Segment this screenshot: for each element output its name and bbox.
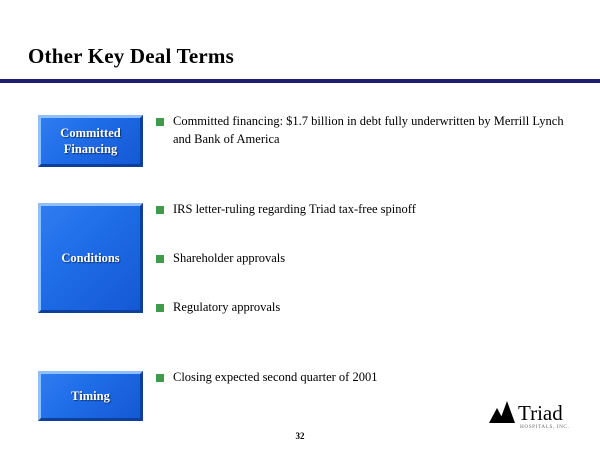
bullet-item <box>156 299 568 317</box>
square-bullet-icon <box>156 255 164 263</box>
label-box-conditions <box>38 203 143 313</box>
bullet-item <box>156 369 568 387</box>
bullet-text: Closing expected second quarter of 2001 <box>173 370 378 384</box>
square-bullet-icon <box>156 304 164 312</box>
bullet-text: Committed financing: $1.7 billion in debt fully underwritten by Merrill Lynch and Bank of America <box>173 114 564 146</box>
bullet-item <box>156 250 568 268</box>
label-box-timing-text: Timing <box>71 388 110 403</box>
square-bullet-icon <box>156 374 164 382</box>
bullet-text: Shareholder approvals <box>173 251 286 265</box>
label-box-committed-financing <box>38 115 143 167</box>
logo-tagline: HOSPITALS, INC. <box>520 424 570 430</box>
label-box-timing <box>38 371 143 421</box>
triangle-logo-icon <box>489 400 515 424</box>
page-title: Other Key Deal Terms <box>28 44 235 68</box>
bullet-text: Regulatory approvals <box>173 300 281 314</box>
page-number: 32 <box>295 431 305 441</box>
logo-wordmark: Triad <box>518 401 563 426</box>
company-logo <box>489 400 563 424</box>
square-bullet-icon <box>156 118 164 126</box>
square-bullet-icon <box>156 206 164 214</box>
title-divider <box>0 79 600 83</box>
label-box-committed-financing-text: Committed Financing <box>60 125 121 156</box>
label-box-conditions-text: Conditions <box>61 250 120 265</box>
bullet-text: IRS letter-ruling regarding Triad tax-free spinoff <box>173 202 416 216</box>
triangle-large-icon <box>499 401 515 423</box>
bullet-item <box>156 113 568 149</box>
bullet-item <box>156 201 568 219</box>
